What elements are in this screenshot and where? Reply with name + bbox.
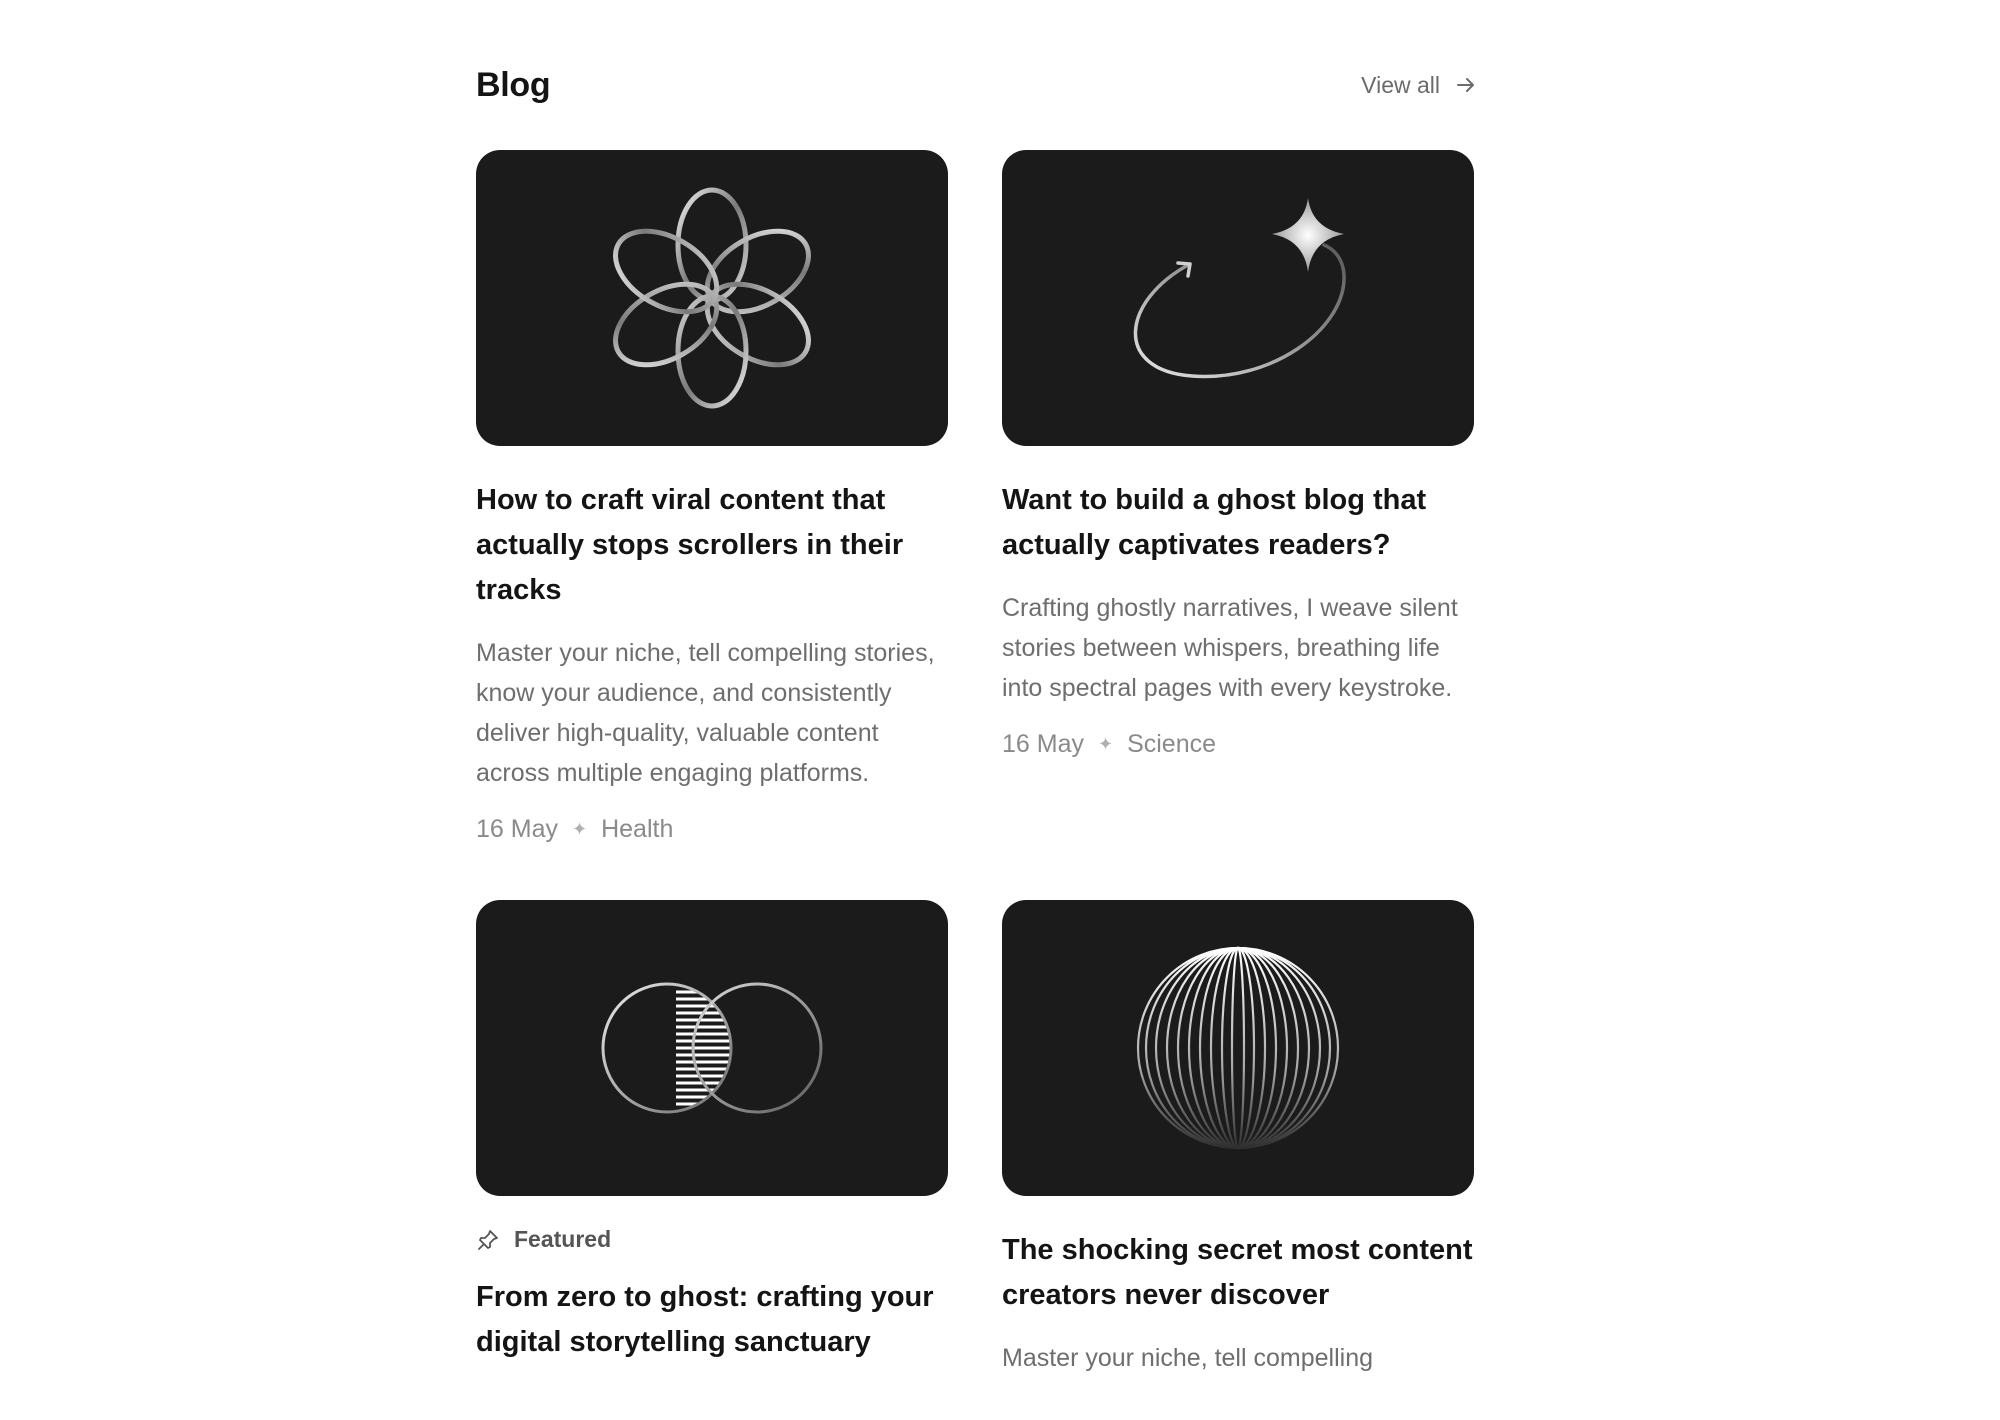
arrow-right-icon [1456, 75, 1476, 95]
page-title: Blog [476, 65, 551, 104]
post-thumbnail[interactable] [476, 150, 948, 446]
post-tag[interactable]: Health [601, 815, 674, 843]
view-all-label: View all [1361, 71, 1440, 98]
post-card [1002, 900, 1474, 1378]
striped-sphere-icon [1002, 900, 1474, 1196]
blog-section [476, 0, 1476, 1378]
post-title[interactable]: The shocking secret most content creators never discover [1002, 1234, 1473, 1311]
sparkle-icon: ✦ [571, 819, 588, 839]
post-thumbnail[interactable] [1002, 900, 1474, 1196]
post-excerpt: Crafting ghostly narratives, I weave silent stories between whispers, breathing life into spectral pages with every keystroke. [1002, 594, 1458, 702]
featured-label: Featured [514, 1226, 612, 1252]
post-date: 16 May [476, 815, 558, 843]
sparkle-icon: ✦ [1097, 734, 1114, 754]
blog-header [476, 60, 1476, 110]
venn-circles-icon [476, 900, 948, 1196]
post-title[interactable]: Want to build a ghost blog that actually captivates readers? [1002, 484, 1427, 561]
post-thumbnail[interactable] [1002, 150, 1474, 446]
posts-grid [476, 150, 1476, 1378]
post-card [476, 900, 948, 1378]
post-thumbnail[interactable] [476, 900, 948, 1196]
post-date: 16 May [1002, 730, 1084, 758]
post-meta [1002, 730, 1474, 759]
orbit-sparkle-icon [1002, 150, 1474, 446]
post-title[interactable]: From zero to ghost: crafting your digital storytelling sanctuary [476, 1281, 934, 1358]
post-card [476, 150, 948, 844]
featured-badge [476, 1226, 948, 1253]
post-excerpt: Master your niche, tell compelling stories, know your audience, and consistently deliver high-quality, valuable content across multiple engaging platforms. [476, 639, 935, 787]
view-all-link[interactable] [1361, 72, 1476, 99]
post-excerpt: Master your niche, tell compelling [1002, 1344, 1373, 1372]
post-meta [476, 815, 948, 844]
pin-icon [476, 1228, 500, 1252]
flower-icon [476, 150, 948, 446]
post-card [1002, 150, 1474, 844]
post-tag[interactable]: Science [1127, 730, 1217, 758]
post-title[interactable]: How to craft viral content that actually stops scrollers in their tracks [476, 484, 904, 606]
